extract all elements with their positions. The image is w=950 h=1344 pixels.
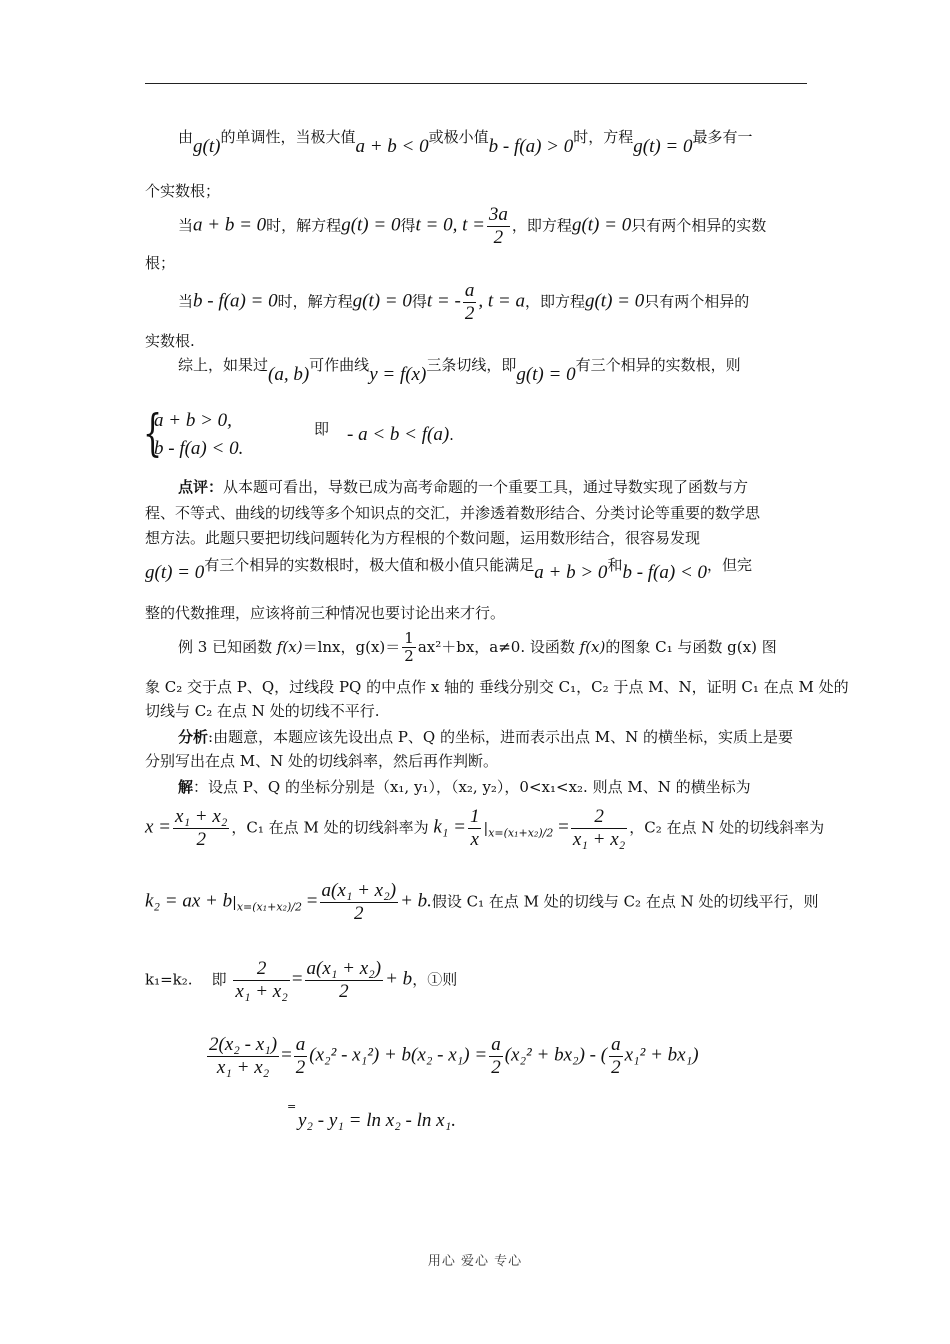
math-or-text-run: 从本题可看出，导数已成为高考命题的一个重要工具，通过导数实现了函数与方 (223, 478, 749, 496)
math-or-text-run: (a, b) (268, 364, 310, 385)
math-or-text-run: | (483, 820, 489, 837)
math-or-text-run: 的单调性，当极大值 (220, 128, 356, 146)
math-or-text-run: 解 (178, 778, 194, 796)
math-or-text-run: 点评： (178, 478, 224, 496)
math-or-text-run: x=(x₁+x₂)/2 (488, 826, 554, 840)
math-or-text-run: , t = a (478, 290, 525, 312)
fraction-1-2 (402, 630, 416, 666)
para-3-line-2: 实数根. (145, 332, 195, 350)
math-or-text-run: 当 (178, 216, 194, 235)
analysis-line-1 (178, 726, 793, 747)
fraction-big-left (207, 1034, 279, 1079)
math-or-text-run: x = (145, 816, 172, 838)
math-or-text-run: 3a (488, 204, 508, 225)
math-or-text-run: ，①则 (412, 970, 458, 989)
math-or-text-run: 或极小值 (428, 128, 489, 146)
math-or-text-run: a (295, 1034, 306, 1055)
math-or-text-run: x (468, 828, 482, 851)
comment-line-2: 程、不等式、曲线的切线等多个知识点的交汇，并渗透着数形结合、分类讨论等重要的数学思 (145, 504, 761, 522)
math-or-text-run: ，即方程 (524, 292, 585, 311)
math-or-text-run: t = - (426, 290, 461, 312)
math-or-text-run: 分析 (178, 728, 209, 746)
example-line-3: 切线与 C₂ 在点 N 处的切线不平行. (145, 702, 380, 720)
math-or-text-run: x₁ + x₂ (572, 828, 626, 850)
math-or-text-run: 时，解方程 (266, 216, 342, 235)
math-or-text-run: f(x) (276, 637, 303, 656)
fraction-3a-2 (487, 204, 510, 249)
math-or-text-run: (x₂² + bx₂) - ( (504, 1044, 608, 1066)
math-or-text-run: a + b = 0 (193, 214, 267, 236)
fraction-eq1-left (233, 958, 289, 1003)
math-or-text-run: a (464, 280, 475, 301)
math-or-text-run: g(t) = 0 (584, 290, 645, 312)
math-or-text-run: 时，解方程 (277, 292, 353, 311)
solution-line-4 (145, 958, 457, 1003)
math-or-text-run: 2 (491, 1056, 501, 1078)
para-3-line-1 (178, 280, 749, 325)
math-or-text-run: t = 0, t = (415, 214, 485, 236)
math-or-text-run: . (449, 426, 454, 444)
math-or-text-run: a(x₁ + x₂) (321, 880, 397, 901)
math-or-text-run: g(t) = 0 (571, 214, 632, 236)
math-or-text-run: 最多有一 (692, 128, 753, 146)
math-or-text-run: 即 (211, 970, 227, 989)
math-or-text-run: a (611, 1034, 621, 1055)
math-or-text-run: ，即方程 (511, 216, 572, 235)
solution-line-3 (145, 880, 819, 925)
system-ji: 即 (314, 420, 330, 438)
math-or-text-run: a (491, 1034, 501, 1055)
math-or-text-run: = (558, 816, 569, 838)
math-or-text-run: 得 (400, 216, 416, 235)
math-or-text-run: (x₂² - x₁²) + b(x₂ - x₁) = (309, 1044, 488, 1066)
math-or-text-run: | (232, 894, 237, 911)
para-2-line-1 (178, 204, 766, 249)
math-or-text-run: = (306, 890, 318, 912)
math-or-text-run: - a < b < f(a) (347, 424, 450, 445)
fraction-k2-result (320, 880, 399, 925)
math-or-text-run: 2 (594, 806, 604, 827)
math-or-text-run: 2 (464, 302, 475, 324)
math-or-text-run: 可作曲线 (309, 356, 370, 374)
math-or-text-run: g(t) = 0 (341, 214, 401, 236)
fraction-a-over-2-third (609, 1034, 623, 1079)
page-footer: 用心 爱心 专心 (427, 1254, 523, 1269)
para-4-line-1 (178, 354, 741, 385)
para-1-line-1 (178, 126, 753, 157)
math-or-text-run: ，C₁ 在点 M 处的切线斜率为 (231, 818, 429, 837)
solution-line-5 (205, 1034, 699, 1079)
math-or-text-run: 2 (305, 980, 384, 1003)
fraction-x-mid (173, 806, 229, 851)
math-or-text-run: a + b > 0 (534, 562, 608, 583)
math-or-text-run: k₂ = ax + b (145, 890, 233, 912)
math-or-text-run: = (281, 1044, 292, 1066)
system-result (347, 424, 454, 446)
math-or-text-run: 2 (611, 1056, 621, 1078)
comment-line-1 (178, 476, 748, 497)
math-or-text-run: y = f(x) (369, 364, 427, 385)
math-or-text-run: 2 (487, 226, 510, 249)
math-or-text-run: g(t) = 0 (516, 364, 576, 385)
math-or-text-run: b - f(a) = 0 (193, 290, 278, 312)
math-or-text-run: 当 (178, 292, 194, 311)
comment-line-5: 整的代数推理，应该将前三种情况也要讨论出来才行。 (145, 604, 506, 622)
math-or-text-run: g(t) (193, 136, 221, 157)
math-or-text-run: 2(x₂ - x₁) (209, 1034, 278, 1055)
math-or-text-run: 由 (178, 128, 194, 146)
math-or-text-run: b - f(a) < 0 (622, 562, 708, 583)
solution-small-equals: = (287, 1100, 297, 1113)
system-row-1: a + b > 0, (154, 410, 232, 431)
math-or-text-run: x₁ + x₂ (207, 1056, 279, 1079)
math-or-text-run: 2 (295, 1056, 306, 1078)
math-or-text-run: g(t) = 0 (145, 562, 205, 583)
math-or-text-run: 1 (469, 806, 480, 827)
math-or-text-run: 2 (404, 647, 414, 666)
math-or-text-run: 2 (173, 828, 229, 851)
math-or-text-run: b - f(a) > 0 (488, 136, 574, 157)
math-or-text-run: 时，方程 (573, 128, 634, 146)
fraction-k1-result (571, 806, 627, 851)
math-or-text-run: 假设 C₁ 在点 M 处的切线与 C₂ 在点 N 处的切线平行，则 (431, 892, 819, 911)
para-1-line-2: 个实数根； (145, 182, 221, 200)
math-or-text-run: k₁=k₂. (145, 970, 193, 989)
math-or-text-run: a(x₁ + x₂) (306, 958, 382, 979)
math-or-text-run: 2 (256, 958, 267, 979)
math-or-text-run: k₁ = (433, 816, 466, 838)
system-row-2: b - f(a) < 0. (154, 438, 244, 459)
para-2-line-2: 根； (145, 254, 176, 272)
fraction-a-over-2-first (294, 1034, 308, 1079)
math-or-text-run: = (291, 968, 303, 990)
math-or-text-run: 例 3 已知函数 (178, 637, 277, 656)
math-or-text-run: x₁ + x₂ (235, 980, 288, 1002)
math-or-text-run: ＝lnx，g(x)＝ (302, 637, 401, 656)
comment-line-3: 想方法。此题只要把切线问题转化为方程根的个数问题，运用数形结合，很容易发现 (145, 529, 701, 547)
fraction-1-over-x (468, 806, 482, 851)
math-or-text-run: 只有两个相异的 (644, 292, 750, 311)
example-line-2: 象 C₂ 交于点 P、Q，过线段 PQ 的中点作 x 轴的 垂线分别交 C₁，C₂ 于点 M、N，证明 C₁ 在点 M 处的 (145, 678, 849, 696)
math-or-text-run: + b (385, 968, 413, 990)
math-or-text-run: ax²＋bx，a≠0. 设函数 (417, 637, 580, 656)
comment-line-4 (145, 554, 753, 583)
math-or-text-run: 2 (320, 902, 399, 925)
math-or-text-run: f(x) (579, 637, 606, 656)
analysis-line-2: 分别写出在点 M、N 处的切线斜率，然后再作判断。 (145, 752, 499, 770)
math-or-text-run: 和 (607, 556, 623, 574)
example-line-1 (178, 630, 777, 666)
math-or-text-run: 综上，如果过 (178, 356, 269, 374)
math-or-text-run: x₁ + x₂ (175, 806, 228, 827)
solution-line-2 (145, 806, 824, 851)
math-or-text-run: ，但完 (707, 556, 753, 574)
math-or-text-run: 的图象 C₁ 与函数 g(x) 图 (605, 637, 777, 656)
math-or-text-run: a + b < 0 (355, 136, 429, 157)
math-or-text-run: :由题意，本题应该先设出点 P、Q 的坐标，进而表示出点 M、N 的横坐标，实质上是要 (208, 728, 794, 746)
math-or-text-run: 有三个相异的实数根，则 (575, 356, 741, 374)
math-or-text-run: 有三个相异的实数根时，极大值和极小值只能满足 (204, 556, 535, 574)
math-or-text-run: ：设点 P、Q 的坐标分别是（x₁, y₁），（x₂, y₂），0<x₁<x₂. 则点 M、N 的横坐标为 (193, 778, 751, 796)
math-or-text-run: 1 (404, 629, 414, 647)
math-or-text-run: ，C₂ 在点 N 处的切线斜率为 (629, 818, 825, 837)
math-or-text-run: + b. (400, 890, 432, 912)
math-or-text-run: 三条切线，即 (426, 356, 517, 374)
system-brace: { (143, 404, 163, 462)
math-or-text-run: g(t) = 0 (633, 136, 693, 157)
math-or-text-run: 得 (411, 292, 427, 311)
math-or-text-run: x₁² + bx₁) (624, 1044, 699, 1066)
fraction-a-over-2-second (489, 1034, 503, 1079)
math-or-text-run: g(t) = 0 (352, 290, 412, 312)
solution-line-6: y₂ - y₁ = ln x₂ - ln x₁. (298, 1110, 456, 1131)
fraction-a-2 (463, 280, 477, 325)
fraction-eq1-right (305, 958, 384, 1003)
math-or-text-run: 只有两个相异的实数 (631, 216, 767, 235)
header-rule (145, 83, 807, 84)
solution-line-1 (178, 776, 751, 797)
math-or-text-run: x=(x₁+x₂)/2 (236, 900, 302, 914)
